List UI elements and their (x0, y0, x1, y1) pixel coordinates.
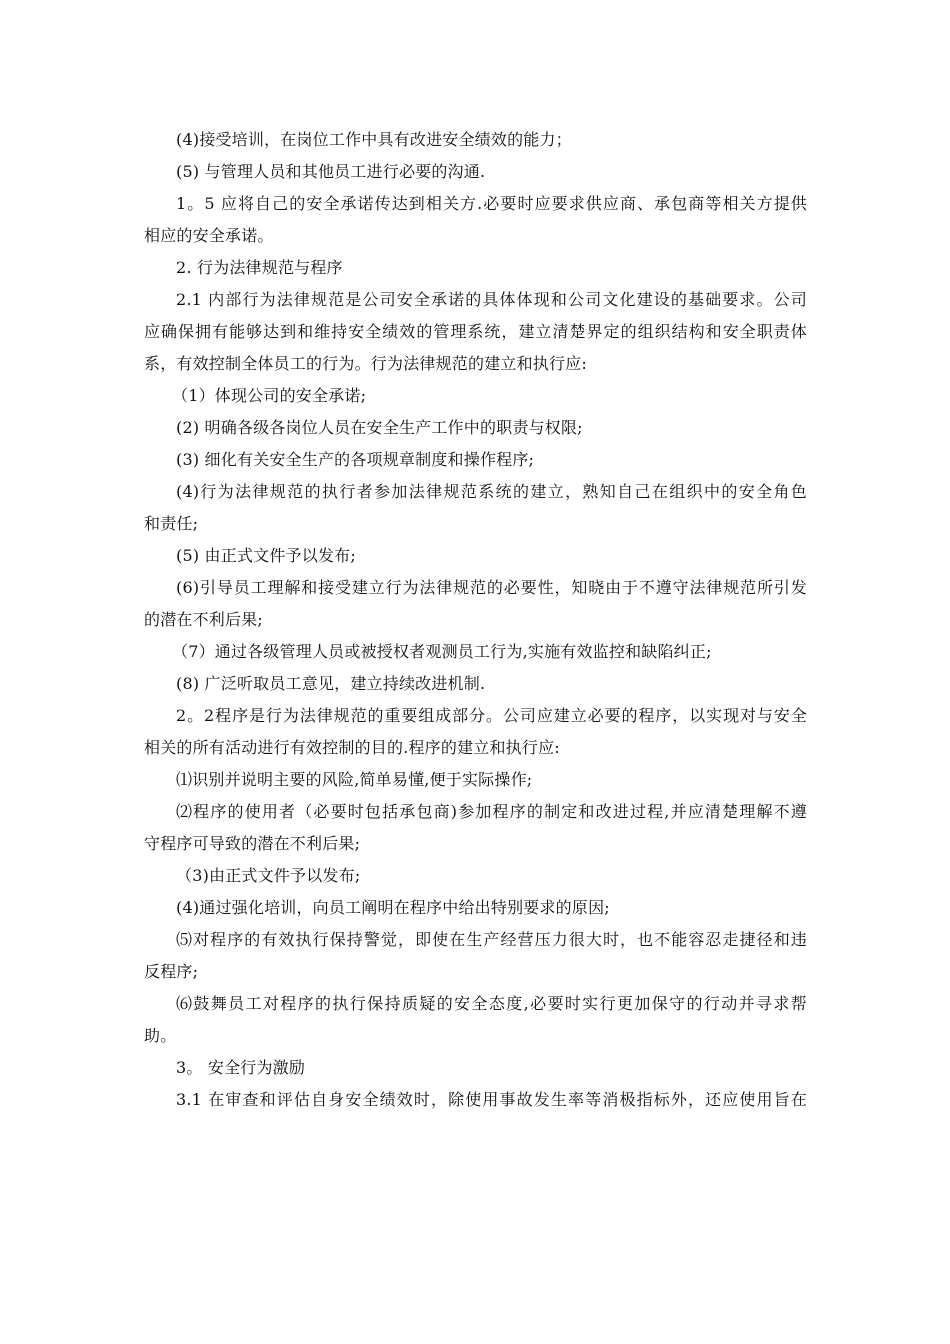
list-item: ⑹鼓舞员工对程序的执行保持质疑的安全态度,必要时实行更加保守的行动并寻求帮 (176, 994, 807, 1013)
list-item: (8) 广泛听取员工意见，建立持续改进机制. (176, 674, 486, 693)
list-item: (5) 由正式文件予以发布; (176, 546, 356, 565)
list-item-continuation: 助。 (144, 1026, 177, 1045)
paragraph-line: 1。5 应将自己的安全承诺传达到相关方.必要时应要求供应商、承包商等相关方提供 (176, 194, 807, 213)
list-item: ⑸对程序的有效执行保持警觉，即使在生产经营压力很大时，也不能容忍走捷径和违 (176, 930, 807, 949)
paragraph-line: 2。2程序是行为法律规范的重要组成部分。公司应建立必要的程序，以实现对与安全 (176, 706, 807, 725)
list-item-continuation: 守程序可导致的潜在不利后果; (144, 834, 361, 853)
list-item: ⑴识别并说明主要的风险,简单易懂,便于实际操作; (176, 770, 533, 789)
list-item: (4)通过强化培训，向员工阐明在程序中给出特别要求的原因; (176, 898, 610, 917)
document-body (144, 124, 807, 1116)
list-item: （3)由正式文件予以发布; (176, 866, 361, 885)
list-item-continuation: 的潜在不利后果; (144, 610, 263, 629)
list-item: ⑵程序的使用者（必要时包括承包商)参加程序的制定和改进过程,并应清楚理解不遵 (176, 802, 807, 821)
paragraph-line: 系，有效控制全体员工的行为。行为法律规范的建立和执行应: (144, 354, 587, 373)
list-item-continuation: 反程序; (144, 962, 199, 981)
list-item: (6)引导员工理解和接受建立行为法律规范的必要性，知晓由于不遵守法律规范所引发 (176, 578, 807, 597)
paragraph-line: 3.1 在审查和评估自身安全绩效时，除使用事故发生率等消极指标外，还应使用旨在 (176, 1090, 807, 1109)
paragraph-line: 相关的所有活动进行有效控制的目的.程序的建立和执行应: (144, 738, 560, 757)
paragraph-line: (5) 与管理人员和其他员工进行必要的沟通. (176, 162, 486, 181)
list-item: (2) 明确各级各岗位人员在安全生产工作中的职责与权限; (176, 418, 583, 437)
list-item-continuation: 和责任; (144, 514, 199, 533)
section-heading: 3。 安全行为激励 (176, 1058, 306, 1077)
paragraph-line: (4)接受培训，在岗位工作中具有改进安全绩效的能力； (176, 130, 572, 149)
paragraph-line: 2.1 内部行为法律规范是公司安全承诺的具体体现和公司文化建设的基础要求。公司 (176, 290, 807, 309)
paragraph-line: 应确保拥有能够达到和维持安全绩效的管理系统，建立清楚界定的组织结构和安全职责体 (144, 322, 807, 341)
list-item: （1）体现公司的安全承诺; (172, 386, 367, 405)
list-item: (4)行为法律规范的执行者参加法律规范系统的建立，熟知自己在组织中的安全角色 (176, 482, 807, 501)
list-item: (3) 细化有关安全生产的各项规章制度和操作程序; (176, 450, 535, 469)
paragraph-line: 相应的安全承诺。 (144, 226, 274, 245)
list-item: （7）通过各级管理人员或被授权者观测员工行为,实施有效监控和缺陷纠正; (172, 642, 712, 661)
section-heading: 2. 行为法律规范与程序 (176, 258, 343, 277)
